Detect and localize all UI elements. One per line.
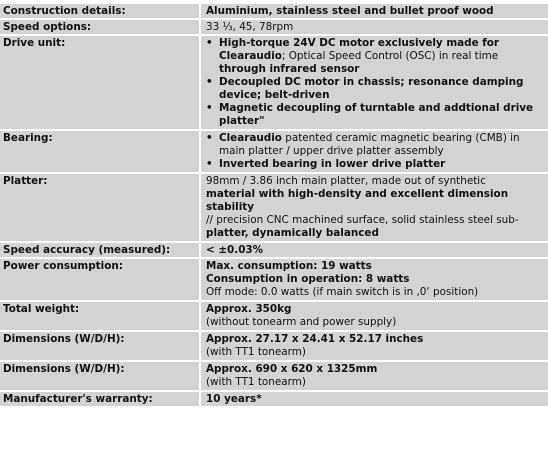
item-bold-text: through infrared sensor [219, 63, 360, 75]
row-label: Dimensions (W/D/H): [0, 362, 199, 390]
row-label: Dimensions (W/D/H): [0, 332, 199, 360]
table-row [0, 392, 548, 406]
platter-line: platter, dynamically balanced [206, 227, 379, 239]
value-line: (without tonearm and power supply) [206, 316, 397, 328]
table-row [0, 36, 548, 129]
table-row [0, 131, 548, 172]
row-label: Drive unit: [0, 36, 199, 129]
value-line: Approx. 690 x 620 x 1325mm [206, 363, 378, 375]
bullet-icon: • [206, 37, 213, 49]
bullet-icon: • [206, 132, 213, 144]
row-label: Speed options: [0, 20, 199, 34]
item-text: ; Optical Speed Control (OSC) in real time [281, 50, 499, 62]
row-value [199, 259, 548, 300]
item-text: patented ceramic magnetic bearing (CMB) in main platter / upper drive platter assembly [219, 132, 520, 157]
list-item [206, 37, 544, 76]
table-row [0, 362, 548, 390]
bullet-list [206, 132, 544, 171]
bullet-icon: • [206, 158, 213, 170]
table-row [0, 243, 548, 257]
value-line: Max. consumption: 19 watts [206, 260, 372, 272]
row-value: 10 years* [199, 392, 548, 406]
item-bold-text: Inverted bearing in lower drive platter [219, 158, 446, 170]
list-item [206, 76, 544, 102]
platter-line: 98mm / 3.86 inch main platter, made out of synthetic [206, 175, 486, 187]
table-row [0, 259, 548, 300]
row-label: Bearing: [0, 131, 199, 172]
row-value [199, 332, 548, 360]
brand-text: Clearaudio [219, 132, 282, 144]
platter-line: // precision CNC machined surface, solid stainless steel sub- [206, 214, 519, 226]
bullet-icon: • [206, 102, 213, 114]
row-value [199, 302, 548, 330]
value-line: (with TT1 tonearm) [206, 346, 306, 358]
row-value [199, 362, 548, 390]
table-row [0, 4, 548, 18]
row-value [199, 36, 548, 129]
list-item [206, 158, 544, 171]
bullet-icon: • [206, 76, 213, 88]
table-row [0, 332, 548, 360]
list-item [206, 102, 544, 128]
platter-line: material with high-density and excellent dimension stability [206, 188, 509, 213]
row-value [199, 131, 548, 172]
item-bold-text: Magnetic decoupling of turntable and addtional drive platter" [219, 102, 534, 127]
value-line: Approx. 350kg [206, 303, 292, 315]
row-value [199, 174, 548, 241]
row-label: Platter: [0, 174, 199, 241]
row-label: Speed accuracy (measured): [0, 243, 199, 257]
row-label: Total weight: [0, 302, 199, 330]
table-row [0, 174, 548, 241]
table-row [0, 20, 548, 34]
row-value: 33 ⅓, 45, 78rpm [199, 20, 548, 34]
row-label: Construction details: [0, 4, 199, 18]
item-bold-text: Decoupled DC motor in chassis; resonance damping device; belt-driven [219, 76, 524, 101]
item-bold-text: High-torque 24V DC motor exclusively made for Clearaudio [219, 37, 500, 62]
value-line: Consumption in operation: 8 watts [206, 273, 410, 285]
list-item [206, 132, 544, 158]
table-row [0, 302, 548, 330]
row-value: < ±0.03% [199, 243, 548, 257]
value-line: Approx. 27.17 x 24.41 x 52.17 inches [206, 333, 424, 345]
spec-table [0, 2, 548, 408]
row-label: Power consumption: [0, 259, 199, 300]
value-line: (with TT1 tonearm) [206, 376, 306, 388]
value-line: Off mode: 0.0 watts (if main switch is in ‚0‘ position) [206, 286, 479, 298]
bullet-list [206, 37, 544, 128]
row-value: Aluminium, stainless steel and bullet proof wood [199, 4, 548, 18]
row-label: Manufacturer's warranty: [0, 392, 199, 406]
